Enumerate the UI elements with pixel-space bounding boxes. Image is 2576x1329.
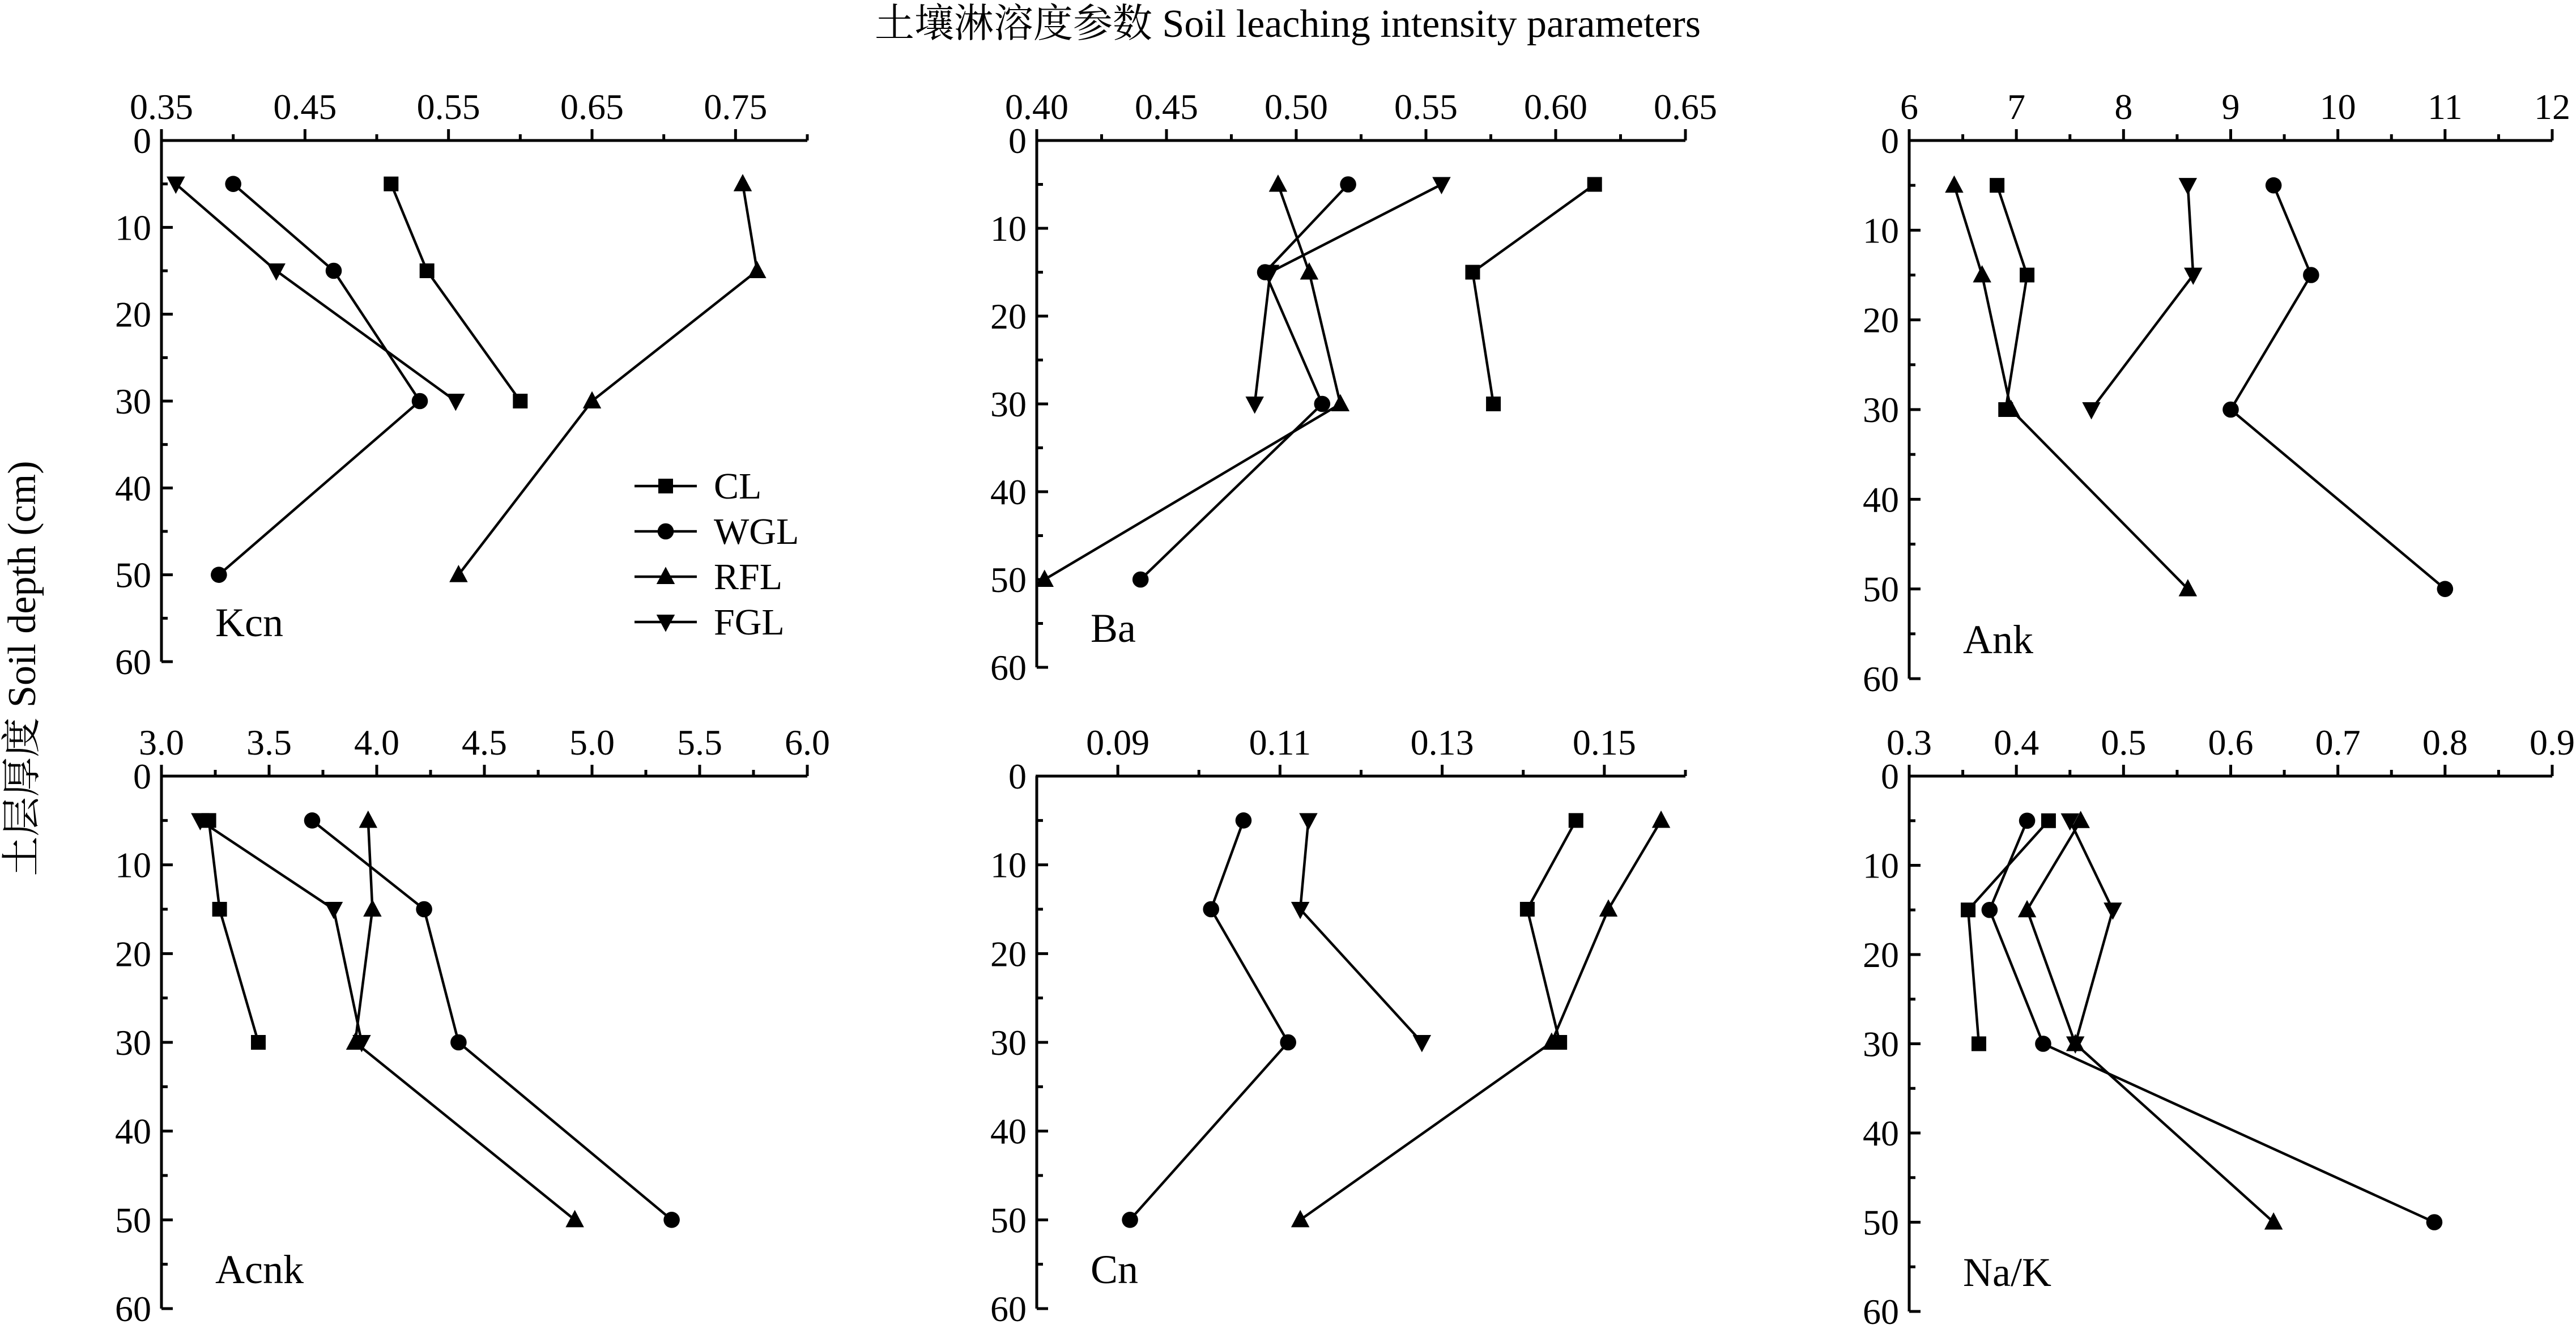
legend-item-wgl (635, 511, 799, 552)
data-point-wgl (450, 1034, 467, 1051)
data-point-rfl (363, 899, 382, 917)
x-tick-label: 0.8 (2422, 722, 2468, 763)
series-fgl (2082, 178, 2202, 419)
y-tick-label: 60 (990, 648, 1027, 688)
data-point-cl (1961, 902, 1975, 917)
series-line-cl (1527, 820, 1576, 1042)
data-point-wgl (1280, 1034, 1296, 1051)
series-fgl (1291, 813, 1431, 1052)
data-point-wgl (2035, 1036, 2051, 1052)
series-line-wgl (1990, 821, 2434, 1222)
data-point-wgl (412, 393, 428, 410)
data-point-fgl (1432, 177, 1451, 195)
y-tick-label: 20 (990, 934, 1027, 974)
y-tick-label: 0 (1008, 121, 1027, 161)
data-point-cl (1587, 177, 1602, 192)
panel-label-cn: Cn (1091, 1247, 1139, 1292)
legend-marker-wgl (658, 523, 674, 540)
series-cl (1520, 813, 1583, 1050)
y-tick-label: 0 (133, 756, 151, 796)
panel-kcn (115, 87, 807, 682)
y-tick-label: 20 (115, 294, 151, 335)
data-point-rfl (1652, 811, 1671, 828)
y-tick-label: 0 (1008, 756, 1027, 796)
data-point-wgl (2437, 581, 2454, 597)
legend-item-rfl (635, 556, 782, 598)
data-point-wgl (2303, 267, 2319, 283)
x-tick-label: 11 (2428, 87, 2463, 127)
series-wgl (1122, 812, 1296, 1228)
data-point-rfl (2018, 900, 2037, 918)
panel-label-ba: Ba (1091, 606, 1136, 651)
y-tick-label: 30 (1863, 1024, 1899, 1064)
y-tick-label: 60 (115, 1289, 151, 1329)
data-point-cl (212, 902, 227, 917)
legend-marker-fgl (657, 615, 675, 632)
series-rfl (2018, 811, 2283, 1229)
data-point-fgl (1413, 1035, 1432, 1053)
series-line-fgl (1255, 185, 1442, 404)
legend-marker-cl (658, 479, 673, 493)
data-point-wgl (2222, 402, 2239, 418)
x-tick-label: 0.45 (1135, 87, 1198, 127)
series-line-wgl (312, 820, 672, 1220)
x-tick-label: 6 (1900, 87, 1918, 127)
series-rfl (1945, 176, 2197, 597)
data-point-fgl (1245, 397, 1264, 414)
series-cl (1465, 177, 1602, 412)
series-line-wgl (1140, 185, 1348, 580)
data-point-wgl (326, 263, 342, 279)
y-tick-label: 10 (990, 845, 1027, 885)
series-line-wgl (2231, 185, 2445, 589)
panel-na-k (1863, 722, 2575, 1329)
x-tick-label: 0.35 (130, 87, 193, 127)
legend-item-cl (635, 466, 761, 507)
data-point-wgl (1982, 902, 1998, 918)
y-tick-label: 40 (115, 1111, 151, 1152)
y-tick-label: 20 (1863, 935, 1899, 975)
data-point-wgl (304, 812, 321, 829)
data-point-cl (1972, 1037, 1986, 1051)
legend-item-fgl (635, 602, 785, 643)
series-cl (202, 813, 266, 1050)
y-tick-label: 10 (115, 207, 151, 248)
y-tick-label: 10 (990, 208, 1027, 249)
series-wgl (211, 176, 428, 583)
x-tick-label: 0.55 (1394, 87, 1458, 127)
y-tick-label: 10 (115, 845, 151, 885)
y-tick-label: 50 (1863, 1202, 1899, 1243)
x-tick-label: 5.5 (677, 722, 722, 763)
data-point-wgl (1340, 176, 1356, 193)
series-rfl (1035, 174, 1349, 587)
data-point-rfl (1331, 394, 1350, 411)
data-point-wgl (225, 176, 241, 192)
x-tick-label: 0.15 (1572, 722, 1636, 763)
y-tick-label: 0 (1881, 756, 1899, 796)
panel-cn (990, 722, 1685, 1329)
series-wgl (304, 812, 680, 1228)
y-tick-label: 40 (990, 1111, 1027, 1152)
data-point-wgl (211, 566, 227, 583)
y-tick-label: 40 (1863, 479, 1899, 520)
data-point-fgl (2104, 902, 2122, 920)
x-tick-label: 0.55 (416, 87, 480, 127)
y-tick-label: 30 (115, 1023, 151, 1063)
series-wgl (2222, 177, 2453, 597)
series-line-cl (1997, 185, 2027, 410)
x-tick-label: 0.7 (2315, 722, 2361, 763)
y-tick-label: 50 (1863, 569, 1899, 610)
y-tick-label: 40 (990, 472, 1027, 512)
chart-panels (115, 87, 2575, 1329)
series-wgl (1132, 176, 1356, 587)
x-tick-label: 5.0 (569, 722, 615, 763)
x-tick-label: 3.5 (246, 722, 292, 763)
series-line-fgl (176, 184, 455, 401)
x-tick-label: 0.40 (1005, 87, 1068, 127)
y-tick-label: 10 (1863, 210, 1899, 251)
data-point-wgl (1132, 572, 1149, 588)
x-tick-label: 0.09 (1086, 722, 1150, 763)
x-tick-label: 10 (2319, 87, 2356, 127)
series-line-fgl (1300, 820, 1422, 1042)
y-tick-label: 50 (115, 1200, 151, 1241)
panel-ba (990, 87, 1717, 688)
data-point-fgl (446, 394, 465, 411)
y-tick-label: 60 (1863, 659, 1899, 699)
data-point-fgl (2082, 402, 2101, 420)
legend-label: FGL (714, 602, 785, 643)
y-tick-label: 20 (1863, 300, 1899, 340)
data-point-cl (1465, 265, 1480, 280)
x-tick-label: 6.0 (785, 722, 830, 763)
data-point-wgl (663, 1212, 680, 1228)
data-point-wgl (2426, 1214, 2443, 1230)
data-point-wgl (2019, 812, 2036, 829)
data-point-wgl (1236, 812, 1252, 829)
series-fgl (2061, 813, 2122, 1054)
data-point-cl (1486, 397, 1501, 411)
data-point-rfl (565, 1210, 584, 1228)
data-point-cl (1990, 178, 2004, 193)
data-point-rfl (1599, 899, 1618, 917)
y-tick-label: 30 (1863, 390, 1899, 430)
x-tick-label: 0.3 (1887, 722, 1932, 763)
panel-label-acnk: Acnk (215, 1247, 304, 1292)
data-point-wgl (1314, 396, 1331, 412)
x-tick-label: 0.9 (2530, 722, 2575, 763)
series-line-wgl (219, 184, 420, 575)
data-point-cl (420, 263, 435, 278)
data-point-rfl (1973, 265, 1991, 283)
series-fgl (167, 177, 465, 411)
data-point-fgl (167, 177, 185, 194)
y-tick-label: 50 (990, 560, 1027, 600)
legend-label: RFL (714, 556, 783, 598)
series-line-fgl (200, 820, 361, 1042)
legend-label: WGL (714, 511, 799, 552)
panel-label-na-k: Na/K (1963, 1250, 2051, 1295)
x-tick-label: 0.50 (1264, 87, 1328, 127)
y-tick-label: 50 (990, 1200, 1027, 1241)
y-tick-label: 40 (115, 468, 151, 509)
data-point-cl (513, 394, 527, 408)
series-line-rfl (1045, 185, 1340, 580)
x-tick-label: 0.4 (1994, 722, 2039, 763)
panel-label-kcn: Kcn (215, 600, 283, 645)
y-tick-label: 30 (990, 384, 1027, 424)
y-axis-title: 土层厚度 Soil depth (cm) (1, 461, 44, 876)
series-line-cl (1472, 185, 1594, 404)
data-point-rfl (734, 174, 752, 191)
series-line-fgl (2070, 821, 2113, 1044)
legend (635, 466, 799, 643)
x-tick-label: 0.65 (560, 87, 624, 127)
y-tick-label: 0 (1881, 121, 1899, 161)
data-point-rfl (359, 811, 378, 828)
x-tick-label: 0.65 (1654, 87, 1717, 127)
y-tick-label: 40 (1863, 1113, 1899, 1153)
series-cl (1990, 178, 2034, 417)
data-point-fgl (1299, 813, 1318, 830)
series-rfl (346, 811, 584, 1228)
y-tick-label: 20 (115, 934, 151, 974)
data-point-wgl (2266, 177, 2282, 194)
x-tick-label: 0.60 (1524, 87, 1587, 127)
data-point-cl (1520, 902, 1535, 917)
x-tick-label: 12 (2534, 87, 2570, 127)
x-tick-label: 9 (2221, 87, 2240, 127)
y-tick-label: 60 (990, 1289, 1027, 1329)
data-point-fgl (2179, 178, 2198, 195)
figure-title: 土壤淋溶度参数 Soil leaching intensity parameters (874, 2, 1701, 46)
legend-label: CL (714, 466, 762, 507)
x-tick-label: 0.5 (2101, 722, 2147, 763)
data-point-cl (2041, 813, 2056, 828)
data-point-cl (2020, 268, 2034, 283)
data-point-wgl (1122, 1212, 1138, 1228)
series-cl (384, 177, 527, 408)
data-point-rfl (583, 391, 602, 408)
data-point-cl (1569, 813, 1583, 828)
data-point-cl (384, 177, 398, 191)
series-line-fgl (2092, 185, 2194, 410)
data-point-fgl (325, 902, 343, 919)
series-line-rfl (1954, 185, 2187, 589)
data-point-rfl (1269, 174, 1288, 192)
y-tick-label: 60 (1863, 1292, 1899, 1329)
data-point-rfl (1300, 262, 1319, 280)
series-line-rfl (1300, 820, 1661, 1220)
data-point-rfl (748, 261, 767, 278)
panel-label-ank: Ank (1963, 617, 2033, 662)
y-tick-label: 30 (990, 1023, 1027, 1063)
series-rfl (1291, 811, 1670, 1228)
x-tick-label: 0.11 (1249, 722, 1312, 763)
x-tick-label: 3.0 (139, 722, 184, 763)
data-point-rfl (1291, 1210, 1310, 1228)
series-cl (1961, 813, 2056, 1051)
y-tick-label: 60 (115, 642, 151, 682)
x-tick-label: 8 (2114, 87, 2133, 127)
panel-ank (1863, 87, 2570, 699)
x-tick-label: 0.45 (273, 87, 337, 127)
data-point-wgl (416, 901, 432, 918)
y-tick-label: 0 (133, 121, 151, 161)
x-tick-label: 7 (2007, 87, 2026, 127)
data-point-wgl (1203, 901, 1219, 918)
y-tick-label: 50 (115, 555, 151, 595)
y-tick-label: 20 (990, 296, 1027, 336)
x-tick-label: 0.13 (1410, 722, 1474, 763)
x-tick-label: 0.75 (704, 87, 768, 127)
x-tick-label: 4.5 (462, 722, 507, 763)
series-line-wgl (1130, 820, 1288, 1220)
legend-marker-rfl (657, 566, 675, 584)
x-tick-label: 0.6 (2208, 722, 2254, 763)
series-line-rfl (2027, 821, 2273, 1222)
series-fgl (191, 813, 371, 1052)
data-point-fgl (267, 263, 286, 281)
data-point-cl (251, 1035, 266, 1050)
panel-acnk (115, 722, 830, 1329)
y-tick-label: 30 (115, 381, 151, 421)
y-tick-label: 10 (1863, 845, 1899, 886)
x-tick-label: 4.0 (354, 722, 399, 763)
data-point-rfl (1945, 176, 1964, 193)
